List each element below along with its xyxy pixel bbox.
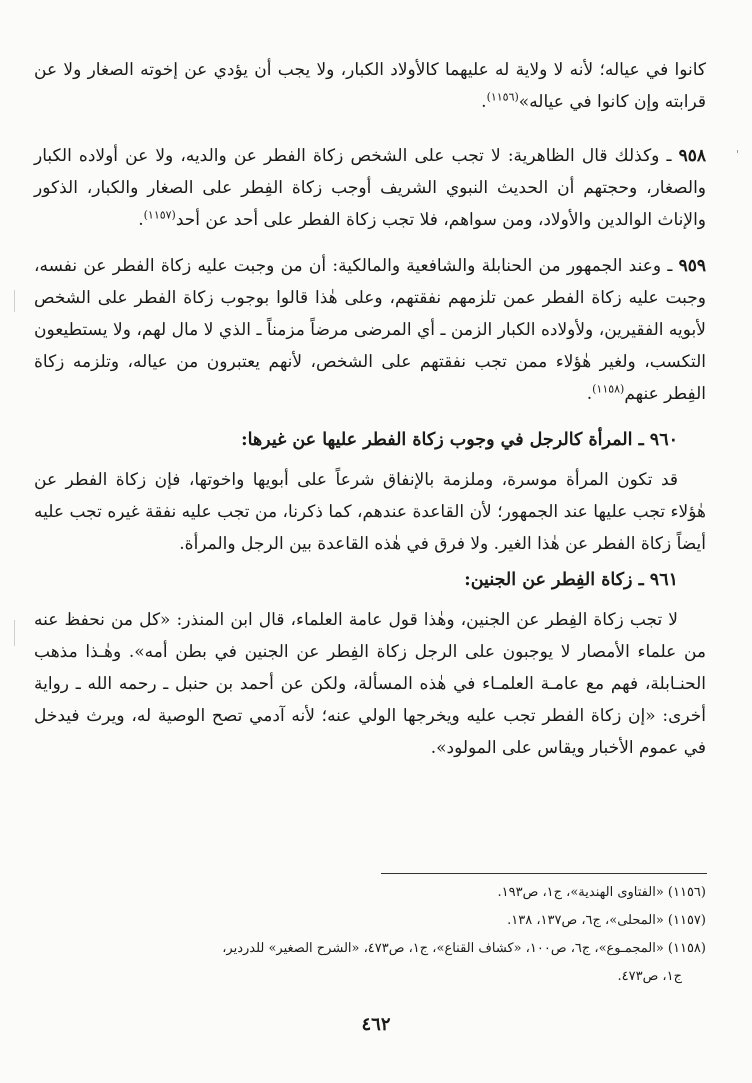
punctuation: . bbox=[138, 210, 144, 230]
page-number: ٤٦٢ bbox=[361, 1014, 391, 1035]
footnote-ref[interactable]: (١١٥٧) bbox=[143, 208, 176, 222]
footnote-1156: (١١٥٦) «الفتاوى الهندية»، ج١، ص١٩٣. bbox=[497, 885, 706, 900]
section-number: ٩٥٨ bbox=[678, 146, 707, 166]
paragraph-961: لا تجب زكاة الفِطر عن الجنين، وهٰذا قول عامة العلماء، قال ابن المنذر: «كل من نحفظ عنه من علماء الأمصار لا يوجبون على الرجل زكاة الفِطر عن الجنين في بطن أمه». وهٰـذا مذهب الحنـابلة، فهم مع عامـة العلمـاء في هٰذه المسألة، ولكن عن أحمد بن حنبل ـ رحمه الله ـ رواية أخرى: «إن زكاة الفطر تجب عليه ويخرجها الولي عنه؛ لأنه آدمي تصح الوصية له، ويرث فيدخل في عموم الأخبار ويقاس على المولود». bbox=[34, 610, 706, 758]
paragraph-959 bbox=[34, 250, 706, 410]
scan-margin-line bbox=[14, 290, 15, 312]
paragraph-958 bbox=[34, 140, 706, 236]
paragraph-text: كانوا في عياله؛ لأنه لا ولاية له عليهما كالأولاد الكبار، ولا يجب أن يؤدي عن إخوته الصغار ولا عن قرابته وإن كانوا في عياله» bbox=[34, 60, 706, 112]
footnotes bbox=[34, 880, 706, 992]
section-heading-960: ٩٦٠ ـ المرأة كالرجل في وجوب زكاة الفطر عليها عن غيرها: bbox=[241, 430, 678, 450]
footnote-1157: (١١٥٧) «المحلى»، ج٦، ص١٣٧، ١٣٨. bbox=[507, 913, 706, 928]
punctuation: . bbox=[586, 384, 593, 404]
paragraph-960: قد تكون المرأة موسرة، وملزمة بالإنفاق شرعاً على أبويها واخوتها، فإن زكاة الفطر عن هٰؤلاء تجب عليها عند الجمهور؛ لأن القاعدة عندهم، كما ذكرنا، من تجب عليه نفقة غيره تجب عليه أيضاً زكاة الفطر عن هٰذا الغير. ولا فرق في هٰذه القاعدة بين الرجل والمرأة. bbox=[34, 470, 706, 554]
section-number: ٩٥٩ bbox=[678, 256, 706, 276]
paragraph-text: ـ وعند الجمهور من الحنابلة والشافعية والمالكية: أن من وجبت عليه زكاة الفطر عن نفسه، وجبت عليه زكاة الفطر عمن تلزمهم نفقتهم، وعلى هٰذا قالوا بوجوب زكاة الفطر على الشخص لأبويه الفقيرين، ولأولاده الكبار الزمن ـ أي المرضى مرضاً مزمناً ـ الذي لا مال لهم، ولا يستطيعون التكسب، ولغير هٰؤلاء ممن تجب نفقتهم على الشخص، لأنهم يعتبرون من عياله، وتلزمه زكاة الفِطر عنهم bbox=[34, 256, 706, 404]
footnote-1158-continued: ج١، ص٤٧٣. bbox=[617, 969, 682, 984]
footnote-1158: (١١٥٨) «المجمـوع»، ج٦، ص١٠٠، «كشاف القناع»، ج١، ص٤٧٣، «الشرح الصغير» للدردير، bbox=[222, 941, 706, 956]
footnote-ref[interactable]: (١١٥٦) bbox=[486, 90, 519, 104]
paragraph-text: ـ وكذلك قال الظاهرية: لا تجب على الشخص زكاة الفطر عن والديه، ولا عن أولاده الكبار والصغار، وحجتهم أن الحديث النبوي الشريف أوجب زكاة الفِطر على الصغار والكبار، الذكور والإناث الوالدين والأولاد، ومن سواهم، فلا تجب زكاة الفطر على أحد عن أحد bbox=[34, 146, 706, 230]
footnote-divider bbox=[381, 873, 707, 874]
scan-margin-line bbox=[737, 150, 738, 153]
section-heading-961: ٩٦١ ـ زكاة الفِطر عن الجنين: bbox=[464, 570, 678, 590]
punctuation: . bbox=[481, 92, 487, 112]
footnote-ref[interactable]: (١١٥٨) bbox=[592, 382, 625, 396]
scan-margin-line bbox=[14, 620, 15, 646]
paragraph-continuation bbox=[34, 54, 706, 118]
page-body bbox=[34, 54, 706, 764]
